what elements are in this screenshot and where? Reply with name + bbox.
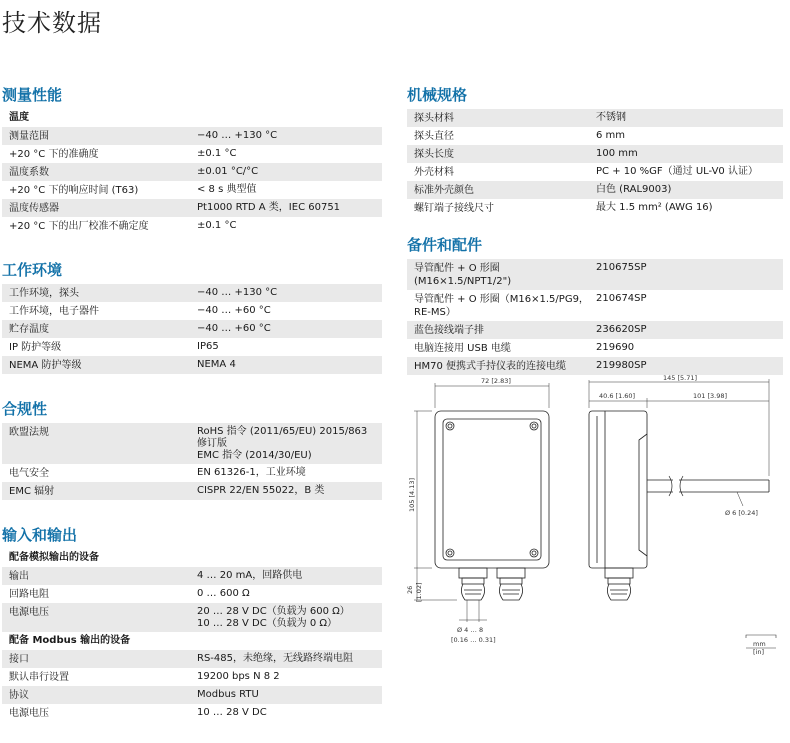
row-value — [596, 112, 783, 125]
row-value — [197, 359, 382, 372]
table-row — [2, 686, 382, 704]
row-value-line: ±0.1 °C — [197, 219, 237, 231]
right-column — [407, 84, 783, 375]
row-value — [197, 202, 382, 215]
table-row — [407, 321, 783, 339]
row-value — [197, 653, 382, 666]
row-value — [197, 220, 382, 233]
unit-mm: mm — [753, 640, 766, 648]
measurement-table — [2, 127, 382, 235]
row-value-line: 210674SP — [596, 292, 647, 304]
dim-gland-height-in: [1.02] — [415, 582, 423, 602]
table-row — [407, 145, 783, 163]
compliance-table — [2, 423, 382, 500]
analog-table — [2, 567, 382, 632]
row-label: 导管配件 + O 形圈 (M16×1.5/NPT1/2") — [414, 262, 512, 287]
table-row — [2, 585, 382, 603]
row-label: 工作环境，电子器件 — [9, 305, 99, 317]
row-value — [596, 262, 783, 288]
dim-width-front: 72 [2.83] — [481, 377, 511, 385]
table-row — [407, 109, 783, 127]
accessories-table — [407, 259, 783, 375]
row-label: 探头材料 — [414, 112, 454, 124]
row-value — [596, 293, 783, 319]
modbus-table — [2, 650, 382, 722]
row-value-line: RoHS 指令 (2011/65/EU) 2015/863 — [197, 425, 368, 437]
dim-housing-depth: 40.6 [1.60] — [599, 392, 636, 400]
row-label: 接口 — [9, 653, 29, 665]
row-value — [197, 166, 382, 179]
dim-probe-dia: Ø 6 [0.24] — [725, 509, 758, 517]
section-heading-accessories: 备件和配件 — [407, 236, 483, 254]
row-value — [596, 342, 783, 355]
table-row — [407, 127, 783, 145]
row-label: 温度系数 — [9, 166, 49, 178]
table-row — [407, 181, 783, 199]
row-value-line: NEMA 4 — [197, 358, 236, 370]
row-value-line: RS-485，未绝缘，无线路终端电阻 — [197, 652, 353, 664]
row-value — [197, 305, 382, 318]
row-value-line: −40 … +60 °C — [197, 322, 271, 334]
row-label: 蓝色接线端子排 — [414, 324, 484, 336]
row-value-line: 19200 bps N 8 2 — [197, 670, 280, 682]
row-label: 贮存温度 — [9, 323, 49, 335]
front-housing-lid — [443, 419, 541, 560]
dim-gland-height: 26 — [406, 585, 414, 594]
dim-cable-dia: Ø 4 … 8 — [457, 626, 484, 634]
table-row — [2, 423, 382, 464]
environment-table — [2, 284, 382, 374]
table-row — [2, 482, 382, 500]
row-label: 电脑连接用 USB 电缆 — [414, 342, 511, 354]
section-heading-compliance: 合规性 — [2, 400, 48, 418]
dim-height: 105 [4.13] — [408, 477, 416, 512]
row-label: 标准外壳颜色 — [414, 184, 474, 196]
table-row — [2, 145, 382, 163]
table-row — [2, 163, 382, 181]
table-row — [2, 181, 382, 199]
row-label: 电源电压 — [9, 707, 49, 719]
row-label: +20 °C 下的准确度 — [9, 148, 99, 160]
row-value — [596, 324, 783, 337]
row-label: 测量范围 — [9, 130, 49, 142]
row-value-line: 236620SP — [596, 323, 647, 335]
row-value-line: 修订版 — [197, 437, 227, 449]
section-heading-measurement: 测量性能 — [2, 86, 63, 104]
section-heading-io: 输入和输出 — [2, 526, 78, 544]
row-label: +20 °C 下的出厂校准不确定度 — [9, 220, 149, 232]
table-row — [2, 320, 382, 338]
row-value-line: −40 … +130 °C — [197, 129, 278, 141]
row-label: IP 防护等级 — [9, 341, 62, 353]
row-value — [197, 588, 382, 601]
section-heading-mechanical: 机械规格 — [407, 86, 468, 104]
table-row — [407, 290, 783, 321]
subheading-temperature: 温度 — [9, 112, 29, 123]
row-value-line: 20 … 28 V DC（负载为 600 Ω） — [197, 605, 350, 617]
row-label: 输出 — [9, 570, 29, 582]
row-value-line: −40 … +60 °C — [197, 304, 271, 316]
row-value — [197, 184, 382, 197]
row-value — [197, 671, 382, 684]
row-label: HM70 便携式手持仪表的连接电缆 — [414, 360, 567, 372]
dim-probe-length: 101 [3.98] — [693, 392, 728, 400]
table-row — [2, 338, 382, 356]
row-value — [197, 148, 382, 161]
row-label: 外壳材料 — [414, 166, 454, 178]
page-title: 技术数据 — [2, 9, 102, 37]
mechanical-table — [407, 109, 783, 217]
row-label: 协议 — [9, 689, 29, 701]
row-value — [197, 287, 382, 300]
table-row — [2, 127, 382, 145]
row-value — [197, 341, 382, 354]
row-value-line: 最大 1.5 mm² (AWG 16) — [596, 201, 713, 213]
table-row — [2, 356, 382, 374]
row-value-line: 6 mm — [596, 129, 626, 141]
row-value — [197, 606, 382, 630]
row-value-line: Modbus RTU — [197, 688, 259, 700]
table-row — [2, 284, 382, 302]
table-row — [2, 704, 382, 722]
row-value-line: 0 … 600 Ω — [197, 587, 250, 599]
row-value-line: −40 … +130 °C — [197, 286, 278, 298]
row-value — [596, 166, 783, 179]
row-value-line: CISPR 22/EN 55022，B 类 — [197, 484, 325, 496]
row-label: 默认串行设置 — [9, 671, 69, 683]
section-heading-environment: 工作环境 — [2, 261, 63, 279]
table-row — [2, 302, 382, 320]
row-value-line: EN 61326-1，工业环境 — [197, 466, 306, 478]
table-row — [2, 464, 382, 482]
row-label: 欧盟法规 — [9, 426, 49, 438]
table-row — [407, 163, 783, 181]
table-row — [407, 339, 783, 357]
row-value-line: EMC 指令 (2014/30/EU) — [197, 449, 312, 461]
row-label: 电源电压 — [9, 606, 49, 618]
dim-cable-dia-in: [0.16 … 0.31] — [451, 636, 496, 644]
table-row — [407, 259, 783, 290]
row-value-line: PC + 10 %GF（通过 UL-V0 认证） — [596, 165, 758, 177]
row-value — [197, 707, 382, 720]
row-value-line: 210675SP — [596, 261, 647, 273]
row-label: 工作环境，探头 — [9, 287, 79, 299]
table-row — [407, 199, 783, 217]
row-value-line: IP65 — [197, 340, 219, 352]
row-label: 电气安全 — [9, 467, 49, 479]
table-row — [2, 668, 382, 686]
row-value — [596, 184, 783, 197]
row-value — [197, 485, 382, 498]
row-value-line: 不锈钢 — [596, 111, 626, 123]
row-value — [197, 570, 382, 583]
subheading-modbus: 配备 Modbus 输出的设备 — [9, 635, 131, 646]
dimension-drawing — [407, 372, 783, 662]
row-value-line: ±0.1 °C — [197, 147, 237, 159]
table-row — [2, 217, 382, 235]
row-label: 导管配件 + O 形圈（M16×1.5/PG9，RE-MS） — [414, 293, 589, 318]
row-value — [197, 689, 382, 702]
dimension-drawing-svg — [407, 372, 783, 662]
dim-total-length: 145 [5.71] — [663, 374, 698, 382]
row-value-line: Pt1000 RTD A 类，IEC 60751 — [197, 201, 341, 213]
row-value — [197, 467, 382, 480]
row-value-line: 10 … 28 V DC — [197, 706, 267, 718]
row-value — [596, 130, 783, 143]
row-label: 回路电阻 — [9, 588, 49, 600]
row-value-line: 100 mm — [596, 147, 638, 159]
table-row — [2, 603, 382, 632]
front-housing-outline — [435, 411, 549, 568]
row-label: EMC 辐射 — [9, 485, 55, 497]
row-value-line: ±0.01 °C/°C — [197, 165, 259, 177]
table-row — [2, 199, 382, 217]
row-label: NEMA 防护等级 — [9, 359, 82, 371]
subheading-analog: 配备模拟输出的设备 — [9, 552, 99, 563]
row-value-line: 4 … 20 mA，回路供电 — [197, 569, 303, 581]
row-value-line: 219980SP — [596, 359, 647, 371]
row-label: 探头长度 — [414, 148, 454, 160]
row-value-line: 219690 — [596, 341, 635, 353]
row-value — [197, 426, 382, 462]
row-label: 探头直径 — [414, 130, 454, 142]
row-value-line: 白色 (RAL9003) — [596, 183, 672, 195]
row-label: 温度传感器 — [9, 202, 59, 214]
row-value — [596, 360, 783, 373]
row-value — [596, 202, 783, 215]
row-value — [197, 130, 382, 143]
row-value — [197, 323, 382, 336]
left-column — [2, 84, 382, 722]
row-label: 螺钉端子接线尺寸 — [414, 202, 494, 214]
row-value-line: 10 … 28 V DC（负载为 0 Ω） — [197, 617, 338, 629]
row-value — [596, 148, 783, 161]
row-value-line: < 8 s 典型值 — [197, 183, 257, 195]
table-row — [2, 567, 382, 585]
table-row — [2, 650, 382, 668]
unit-in: [in] — [753, 648, 764, 656]
row-label: +20 °C 下的响应时间 (T63) — [9, 184, 139, 196]
